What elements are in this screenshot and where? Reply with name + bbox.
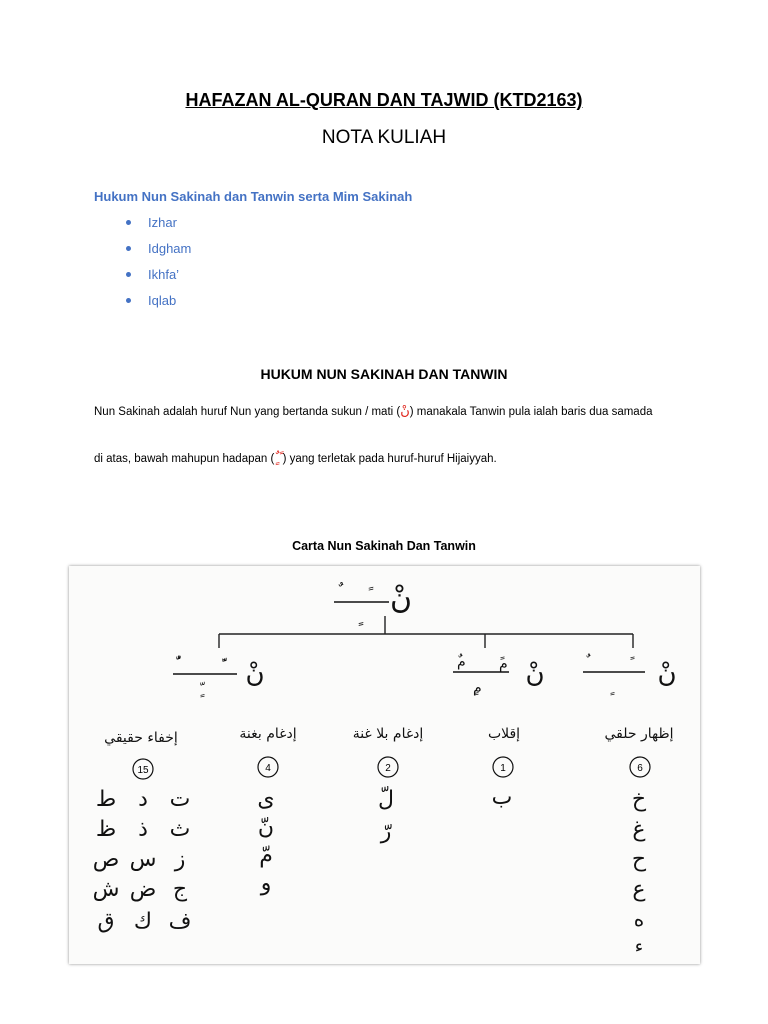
letter: ط xyxy=(95,787,117,812)
letter: ى xyxy=(257,787,275,812)
letter: ز xyxy=(174,847,186,872)
letter: ح xyxy=(631,847,647,872)
subgroup-mark xyxy=(222,658,227,662)
letter: غ xyxy=(632,817,646,842)
letter: ذ xyxy=(138,817,148,842)
count-iqlab: 1 xyxy=(500,763,506,774)
section-heading-nun-sakinah: HUKUM NUN SAKINAH DAN TANWIN xyxy=(260,366,508,382)
category-iqlab-label: إقلاب xyxy=(487,726,521,742)
subgroup-nun-left: نْ xyxy=(245,659,265,689)
subgroup-mark xyxy=(586,654,591,658)
category-idgham-bighunnah-label: إدغام بغنة xyxy=(239,726,297,742)
letter: خ xyxy=(631,787,647,812)
letter: ء xyxy=(634,936,644,957)
list-item-idgham[interactable]: Idgham xyxy=(124,240,191,266)
section-heading-link[interactable]: Hukum Nun Sakinah dan Tanwin serta Mim Sakinah xyxy=(94,189,413,204)
count-izhar: 6 xyxy=(637,763,643,774)
document-subtitle: NOTA KULIAH xyxy=(321,127,447,148)
letter: ه xyxy=(633,907,645,931)
list-item-iqlab[interactable]: Iqlab xyxy=(124,292,191,318)
list-item-izhar[interactable]: Izhar xyxy=(124,214,191,240)
count-idgham-bilaghunnah: 2 xyxy=(385,763,391,774)
root-tanwin-mark xyxy=(338,582,344,587)
root-tanwin-mark xyxy=(368,586,374,591)
letter: ش xyxy=(92,877,120,902)
letter: ت xyxy=(169,787,191,812)
letter: لّ xyxy=(378,787,394,812)
letter: رّ xyxy=(380,819,392,844)
document-title: HAFAZAN AL-QURAN DAN TAJWID (KTD2163) xyxy=(185,90,583,110)
category-ikhfa-label: إخفاء حقيقي xyxy=(104,730,178,746)
root-nun-sakinah: نْ xyxy=(389,581,413,616)
subgroup-mark xyxy=(200,682,205,698)
letter: مّ xyxy=(259,843,273,868)
tanwin-symbols: ٌ ٍ ً xyxy=(274,451,283,466)
tajwid-chart xyxy=(69,566,700,964)
letter: نّ xyxy=(257,815,275,840)
subgroup-mark xyxy=(176,656,181,660)
letter: ب xyxy=(491,785,513,810)
count-idgham-bighunnah: 4 xyxy=(265,763,271,774)
chart-title: Carta Nun Sakinah Dan Tanwin xyxy=(292,539,476,553)
subgroup-mark xyxy=(630,656,635,660)
letter: ك xyxy=(133,909,153,934)
subgroup-mark: ًم xyxy=(499,656,508,672)
category-idgham-bilaghunnah-label: إدغام بلا غنة xyxy=(352,726,424,742)
subgroup-nun-right: نْ xyxy=(657,659,677,689)
paragraph-line-2 xyxy=(94,451,497,466)
letter: ث xyxy=(169,817,191,842)
tajwid-chart-svg xyxy=(69,566,700,964)
letter: ج xyxy=(172,877,188,902)
letter: س xyxy=(129,847,157,872)
letter: ع xyxy=(632,877,646,902)
list-item-ikhfa[interactable]: Ikhfa’ xyxy=(124,266,191,292)
root-tanwin-mark xyxy=(358,622,364,626)
paragraph-line-1 xyxy=(94,404,653,419)
letter: ف xyxy=(168,909,192,934)
category-izhar-label: إظهار حلقي xyxy=(604,726,674,742)
subgroup-mark: ٌم xyxy=(457,654,466,670)
paragraph-text: ) manakala Tanwin pula ialah baris dua samada xyxy=(409,406,653,418)
paragraph-text: Nun Sakinah adalah huruf Nun yang bertanda sukun / mati ( xyxy=(94,406,401,418)
letter: ص xyxy=(92,847,120,872)
paragraph-text: di atas, bawah mahupun hadapan ( xyxy=(94,453,275,465)
letter: ض xyxy=(129,877,157,902)
subgroup-mark: ٍم xyxy=(473,680,482,696)
letter: د xyxy=(138,787,148,812)
subgroup-nun-middle: نْ xyxy=(525,659,545,689)
paragraph-text: ) yang terletak pada huruf-huruf Hijaiyyah. xyxy=(282,453,497,465)
letter: ق xyxy=(97,909,115,934)
letter: و xyxy=(260,871,272,896)
subgroup-mark xyxy=(610,692,615,696)
count-ikhfa: 15 xyxy=(137,765,149,776)
nun-sakinah-symbol: نْ xyxy=(400,404,410,419)
topic-list xyxy=(124,214,191,318)
letter: ظ xyxy=(95,817,117,842)
